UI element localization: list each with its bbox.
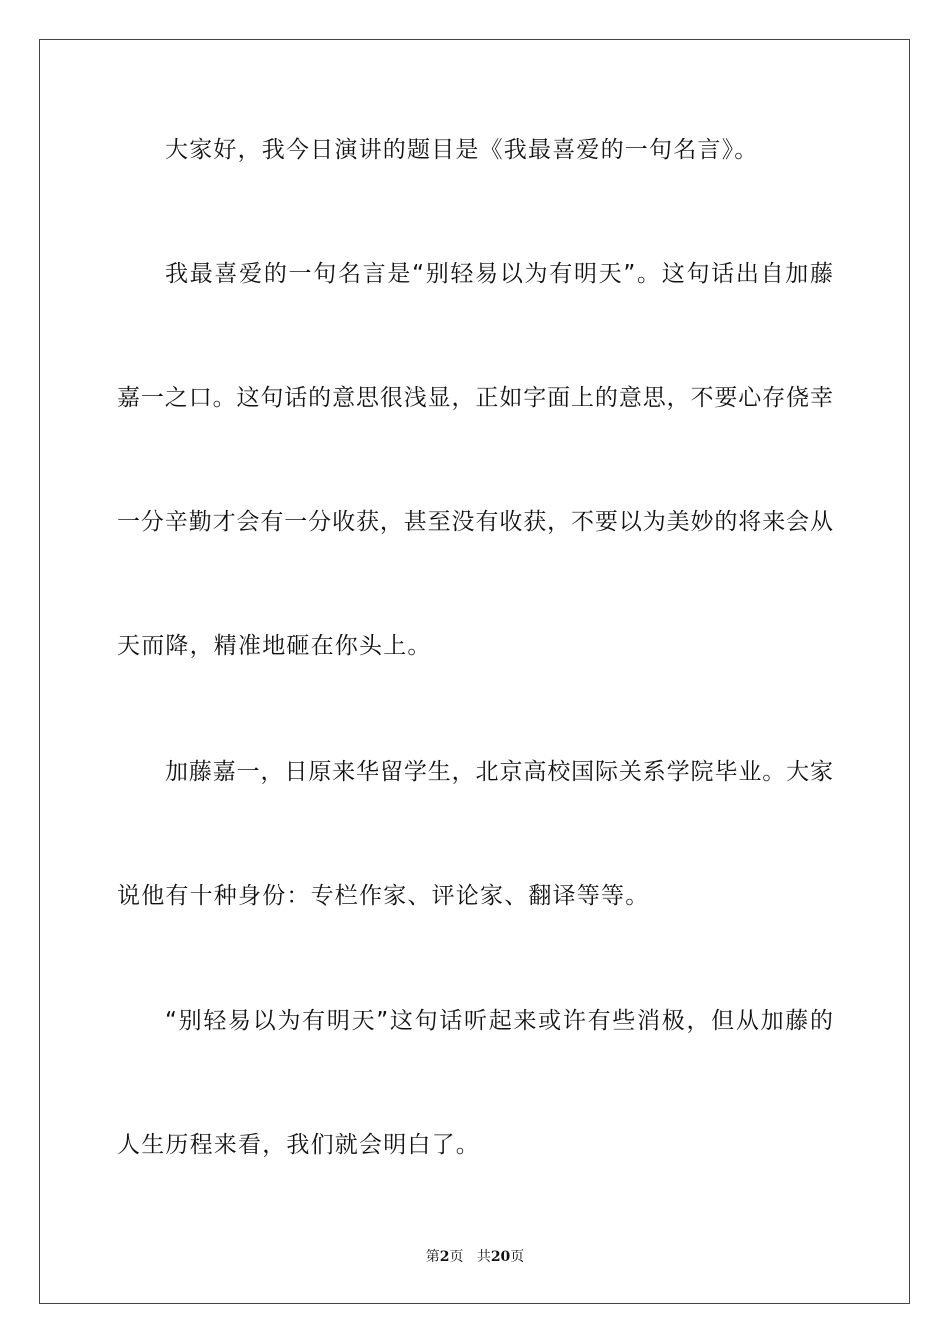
paragraph-3-line-2: 说他有十种身份：专栏作家、评论家、翻译等等。 [117,883,650,909]
current-page-number: 2 [439,1249,450,1265]
page-prefix: 第 [425,1249,440,1265]
total-prefix: 共 [476,1249,491,1265]
paragraph-2-line-2: 嘉一之口。这句话的意思很浅显，正如字面上的意思，不要心存侥幸 [117,385,833,411]
paragraph-2-line-4: 天而降，精准地砸在你头上。 [117,633,432,659]
paragraph-4-line-1: “别轻易以为有明天”这句话听起来或许有些消极，但从加藤的 [165,1008,833,1034]
total-suffix: 页 [510,1249,525,1265]
paragraph-1-line-1: 大家好，我今日演讲的题目是《我最喜爱的一句名言》。 [165,137,759,163]
page-suffix: 页 [449,1249,464,1265]
paragraph-3-line-1: 加藤嘉一，日原来华留学生，北京高校国际关系学院毕业。大家 [165,759,833,785]
paragraph-4-line-2: 人生历程来看，我们就会明白了。 [117,1132,480,1158]
total-pages-number: 20 [490,1249,511,1265]
paragraph-2-line-1: 我最喜爱的一句名言是“别轻易以为有明天”。这句话出自加藤 [165,261,833,287]
page-number-footer [0,1246,950,1268]
page-border [39,39,910,1304]
paragraph-2-line-3: 一分辛勤才会有一分收获，甚至没有收获，不要以为美妙的将来会从 [117,509,833,535]
